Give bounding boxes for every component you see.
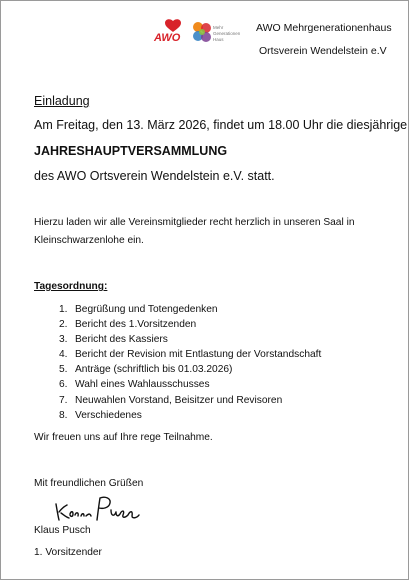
agenda-item-number: 2. <box>59 319 68 331</box>
svg-text:Mehr: Mehr <box>213 25 224 30</box>
agenda-item-number: 3. <box>59 334 68 346</box>
svg-text:Haus: Haus <box>213 37 224 42</box>
awo-logo <box>153 19 187 43</box>
closing-line: Wir freuen uns auf Ihre rege Teilnahme. <box>34 432 213 443</box>
agenda-item-number: 4. <box>59 349 68 361</box>
agenda-item-text: Bericht der Revision mit Entlastung der Vorstandschaft <box>75 349 322 361</box>
handwritten-signature <box>53 494 141 524</box>
agenda-item <box>59 408 321 423</box>
agenda-item-number: 6. <box>59 379 68 391</box>
agenda-item-number: 7. <box>59 394 68 406</box>
invitation-line-2: Kleinschwarzenlohe ein. <box>34 235 144 246</box>
agenda-item <box>59 347 321 362</box>
agenda-item <box>59 332 321 347</box>
agenda-item-number: 1. <box>59 304 68 315</box>
agenda-item-number: 5. <box>59 364 68 376</box>
agenda-item-text: Neuwahlen Vorstand, Beisitzer und Revisoren <box>75 394 283 406</box>
organizer-line: des AWO Ortsverein Wendelstein e.V. statt. <box>34 169 275 183</box>
mehrgenerationenhaus-logo <box>191 20 253 46</box>
greeting: Mit freundlichen Grüßen <box>34 478 144 489</box>
agenda-item <box>59 393 321 408</box>
agenda-item-text: Wahl eines Wahlausschusses <box>75 379 210 391</box>
agenda-item <box>59 362 321 377</box>
agenda-item <box>59 302 321 317</box>
svg-text:AWO: AWO <box>154 32 181 43</box>
agenda-item-text: Bericht des Kassiers <box>75 334 168 346</box>
organization-title: AWO Mehrgenerationenhaus <box>256 22 392 34</box>
agenda-item-text: Verschiedenes <box>75 409 142 421</box>
svg-text:Generationen: Generationen <box>213 31 241 36</box>
agenda-item-text: Begrüßung und Totengedenken <box>75 304 218 315</box>
agenda-item-number: 8. <box>59 409 68 421</box>
agenda-item-text: Bericht des 1.Vorsitzenden <box>75 319 197 331</box>
agenda-item <box>59 377 321 392</box>
agenda-list <box>59 302 321 423</box>
organization-subtitle: Ortsverein Wendelstein e.V <box>259 45 387 57</box>
letter-heading: Einladung <box>34 94 90 108</box>
date-line: Am Freitag, den 13. März 2026, findet um 18.00 Uhr die diesjährige <box>34 118 408 132</box>
signer-role: 1. Vorsitzender <box>34 547 102 558</box>
signer-name: Klaus Pusch <box>34 525 91 536</box>
invitation-line-1: Hierzu laden wir alle Vereinsmitglieder recht herzlich in unseren Saal in <box>34 217 355 228</box>
letterhead <box>1 1 409 71</box>
agenda-item <box>59 317 321 332</box>
event-title: JAHRESHAUPTVERSAMMLUNG <box>34 144 228 158</box>
agenda-heading: Tagesordnung: <box>34 281 108 292</box>
agenda-item-text: Anträge (schriftlich bis 01.03.2026) <box>75 364 233 376</box>
